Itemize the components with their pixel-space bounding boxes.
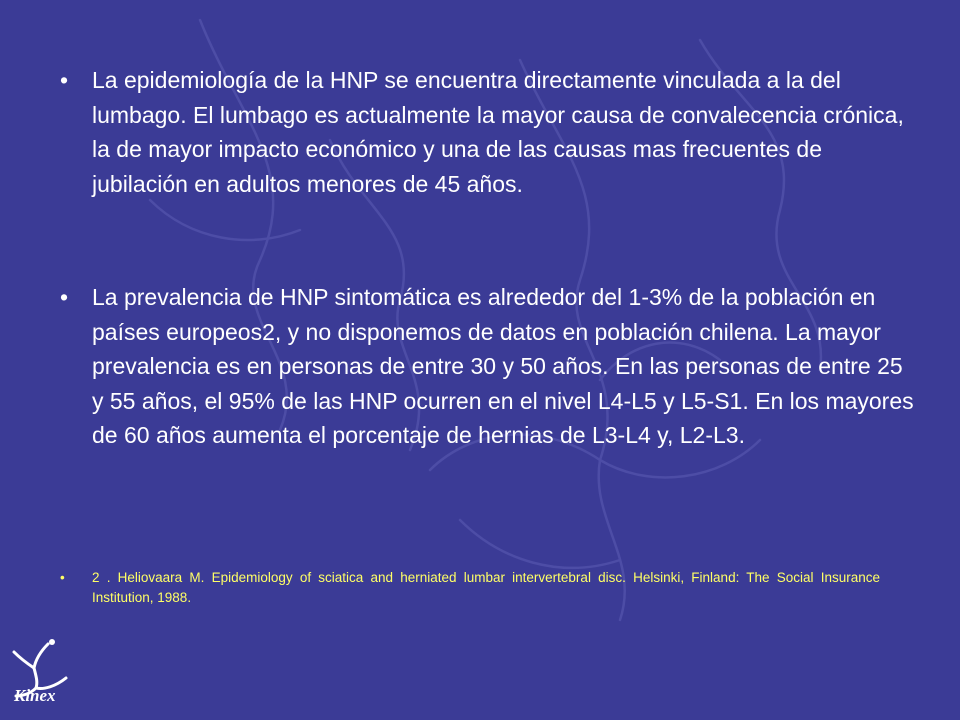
bullet-marker: • [60, 284, 69, 310]
logo-text: Kinex [14, 686, 56, 705]
bullet-marker: • [60, 67, 69, 93]
bullet-item-2 [60, 280, 920, 453]
bullet-text: La prevalencia de HNP sintomática es alrededor del 1-3% de la población en países europeos2, y no disponemos de datos en población chilena. La mayor prevalencia es en personas de entre 30 y 50 años. En las personas de entre 25 y 55 años, el 95% de las HNP ocurren en el nivel L4-L5 y L5-S1. En los mayores de 60 años aumenta el porcentaje de hernias de L3-L4 y, L2-L3. [92, 284, 914, 448]
bullet-marker: • [60, 570, 65, 585]
reference-text: 2 . Heliovaara M. Epidemiology of sciatica and herniated lumbar intervertebral disc. Helsinki, Finland: The Social Insurance Institution, 1988. [92, 570, 880, 605]
reference-item [60, 568, 880, 608]
bullet-item-1 [60, 63, 920, 201]
bullet-text: La epidemiología de la HNP se encuentra directamente vinculada a la del lumbago. El lumbago es actualmente la mayor causa de convalecencia crónica, la de mayor impacto económico y una de las causas mas frecuentes de jubilación en adultos menores de 45 años. [92, 67, 904, 197]
